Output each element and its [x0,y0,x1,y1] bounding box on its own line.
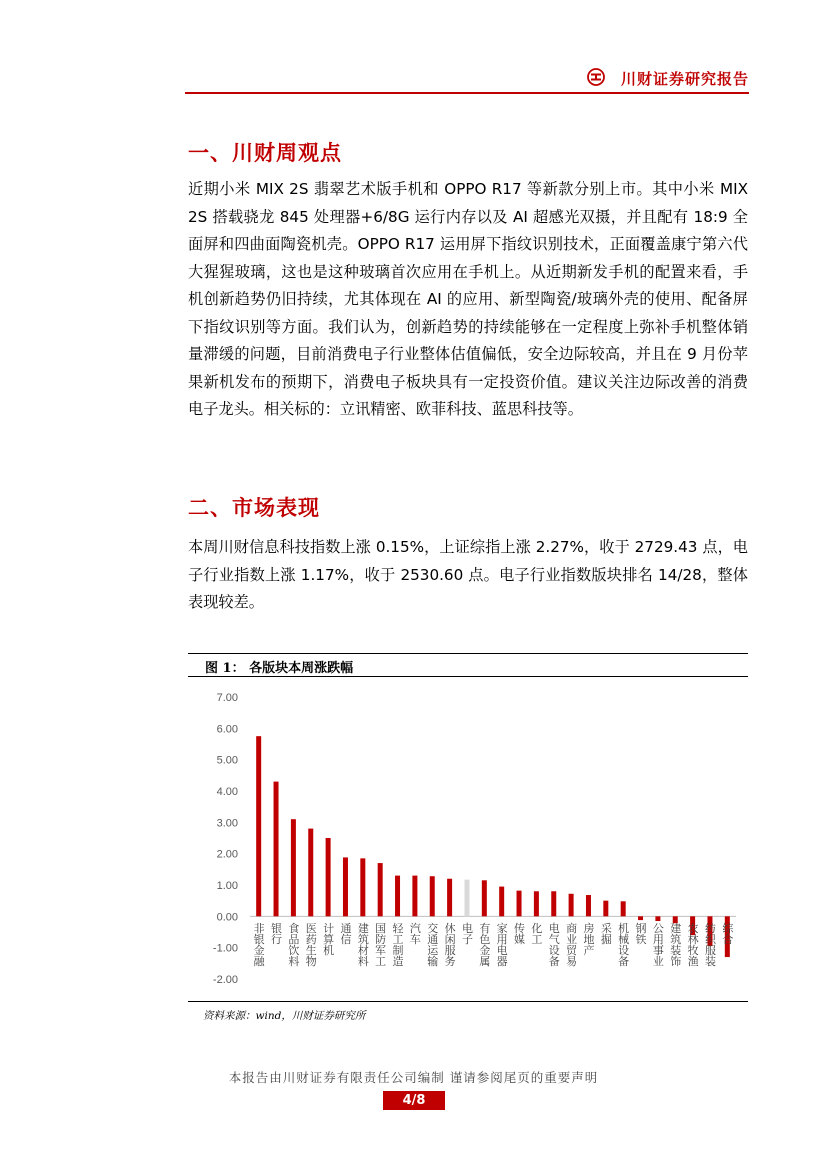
figure-bottom-rule [188,1001,748,1002]
category-label: 通信 [338,922,352,945]
bar-11 [447,879,452,917]
category-label: 家用电器 [495,922,509,967]
bar-4 [326,838,331,916]
bar-5 [343,857,348,916]
category-label: 国防军工 [373,922,387,967]
category-label: 有色金属 [477,922,491,967]
bar-6 [360,858,365,916]
bar-9 [412,876,417,917]
category-label: 钢铁 [634,922,648,945]
bar-19 [586,895,591,916]
category-label: 休闲服务 [443,922,457,967]
bar-14 [499,887,504,917]
category-label: 纺织服装 [703,922,717,967]
report-header-title: 川财证券研究报告 [620,70,749,88]
bar-1 [274,782,279,917]
y-tick-label: 7.00 [216,692,238,704]
section2-heading: 二、市场表现 [188,495,320,520]
y-tick-label: 0.00 [216,911,238,924]
y-tick-label: 6.00 [216,723,238,736]
bar-10 [430,876,435,916]
category-label: 机械设备 [616,922,630,967]
category-label: 电气设备 [547,922,561,967]
category-label: 非银金融 [252,922,266,967]
figure-top-rule [188,653,748,654]
header-rule [185,92,749,94]
category-label: 建筑装饰 [668,922,682,967]
section1-paragraph: 近期小米 MIX 2S 翡翠艺术版手机和 OPPO R17 等新款分别上市。其中小米 MIX 2S 搭载骁龙 845 处理器+6/8G 运行内存以及 AI 超感光双摄，并且配有 18:9 全面屏和四曲面陶瓷机壳。OPPO R17 运用屏下指纹识别技术，正面覆盖康宁第六代大猩猩玻璃，这也是这种玻璃首次应用在手机上。从近期新发手机的配置来看，手机创新趋势仍旧持续，尤其体现在 AI 的应用、新型陶瓷/玻璃外壳的使用、配备屏下指纹识别等方面。我们认为，创新趋势的持续能够在一定程度上弥补手机整体销量滞缓的问题，目前消费电子行业整体估值偏低，安全边际较高，并且在 9 月份苹果新机发布的预期下，消费电子板块具有一定投资价值。建议关注边际改善的消费电子龙头。相关标的：立讯精密、欧菲科技、蓝思科技等。 [188,180,748,418]
bar-3 [308,829,313,917]
bar-7 [378,863,383,916]
page-number: 4/8 [383,1091,445,1110]
bar-8 [395,876,400,917]
bar-13 [482,880,487,916]
category-label: 银行 [269,922,283,945]
category-label: 房地产 [581,922,595,956]
bar-0 [256,736,261,916]
category-label: 公用事业 [651,922,665,967]
bar-23 [655,916,660,921]
bar-20 [603,901,608,917]
figure-source: 资料来源：wind，川财证券研究所 [203,1010,366,1022]
bar-21 [621,901,626,916]
y-tick-label: -2.00 [212,974,238,986]
category-label: 交通运输 [425,922,439,967]
category-label: 汽车 [408,922,422,945]
category-label: 轻工制造 [391,922,405,967]
y-tick-label: -1.00 [212,942,238,955]
bar-15 [517,891,522,917]
chuancai-logo-icon [587,68,605,86]
category-label: 电子 [460,922,474,945]
category-label: 建筑材料 [356,922,370,967]
category-label: 商业贸易 [564,922,578,967]
category-label: 化工 [529,922,543,945]
figure-title: 图 1： 各版块本周涨跌幅 [205,661,354,676]
category-label: 农林牧渔 [686,922,700,967]
section1-heading: 一、川财周观点 [188,140,342,165]
bar-16 [534,891,539,916]
y-tick-label: 2.00 [216,848,238,861]
y-tick-label: 1.00 [216,880,238,892]
sector-change-chart [188,680,748,998]
category-label: 传媒 [512,922,526,945]
section2-paragraph: 本周川财信息科技指数上涨 0.15%，上证综指上涨 2.27%，收于 2729.43 点，电子行业指数上涨 1.17%，收于 2530.60 点。电子行业指数版块排名 14/28，整体表现较差。 [188,538,748,611]
figure-title-rule [188,676,748,677]
y-tick-label: 3.00 [216,817,238,830]
category-label: 医药生物 [304,922,318,967]
bar-17 [551,891,556,916]
category-label: 食品饮料 [286,922,300,967]
footer-disclaimer: 本报告由川财证券有限责任公司编制 谨请参阅尾页的重要声明 [228,1070,599,1085]
bar-22 [638,916,643,920]
category-label: 综合 [720,922,734,945]
category-label: 计算机 [321,922,335,956]
bar-12 [464,880,469,917]
bar-18 [569,894,574,917]
y-tick-label: 4.00 [216,786,238,798]
bar-2 [291,819,296,916]
y-tick-label: 5.00 [216,754,238,767]
category-label: 采掘 [599,922,613,945]
